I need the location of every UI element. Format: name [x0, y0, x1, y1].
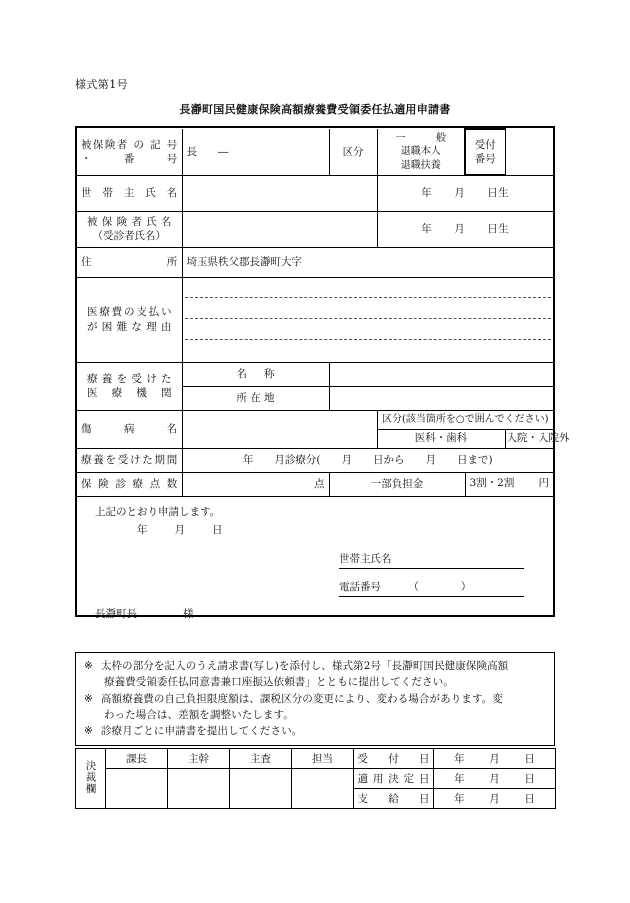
table-row [77, 362, 553, 386]
address-value[interactable]: 埼玉県秩父郡長瀞町大字 [182, 247, 553, 277]
approval-stamp-kacho[interactable] [106, 769, 168, 809]
approval-officer-kacho: 課長 [106, 749, 168, 769]
insured-birth-date[interactable]: 年 月 日生 [377, 211, 553, 247]
notes-box [75, 652, 555, 746]
institution-name-label: 名 称 [182, 362, 329, 386]
institution-label [77, 362, 182, 410]
form-number: 様式第1号 [75, 78, 128, 91]
category-note: 区分(該当箇所を○で囲んでください) [377, 410, 553, 429]
note-item [84, 658, 546, 674]
kubun-option-general[interactable]: 一 般 [395, 132, 446, 144]
reason-value[interactable] [182, 277, 553, 362]
insured-name-label-main: 被 保 険 者 氏 名 [87, 215, 172, 228]
note-item-cont [84, 674, 546, 690]
application-form-table [77, 128, 570, 620]
note-text-line2: 療養費受領委任払同意書兼口座振込依頼書」とともに提出してください。 [104, 676, 454, 689]
application-form-frame [75, 126, 570, 620]
table-row [76, 749, 556, 769]
reason-writing-line [185, 339, 552, 340]
statement-block [77, 496, 553, 620]
note-marker: ※ [84, 725, 93, 738]
receipt-number-value[interactable] [505, 129, 553, 175]
approval-date-value-decision[interactable]: 年 月 日 [434, 769, 556, 789]
approval-stamp-shusa[interactable] [230, 769, 292, 809]
insured-symbol-value[interactable]: 長 ― [182, 129, 329, 175]
reason-label-line2: が困難な理由 [87, 320, 172, 333]
note-text-line1: 高額療養費の自己負担限度額は、課税区分の変更により、変わる場合があります。変 [100, 692, 503, 705]
approval-officer-shukan: 主幹 [168, 749, 230, 769]
copay-unit: 円 [538, 476, 549, 489]
table-row [77, 129, 553, 175]
kubun-option-retired-dependent[interactable]: 退職扶養 [400, 159, 441, 171]
period-label: 療養を受けた期間 [77, 448, 182, 472]
note-item-cont [84, 707, 546, 723]
page-title: 長瀞町国民健康保険高額療養費受領委任払適用申請書 [179, 103, 451, 116]
institution-address-label: 所在地 [182, 386, 329, 410]
note-marker: ※ [84, 692, 93, 705]
table-row [77, 410, 553, 429]
institution-label-line2: 医療機関 [87, 387, 172, 399]
points-unit: 点 [314, 477, 325, 490]
statement-phone[interactable] [339, 580, 471, 594]
note-text-line2: わった場合は、差額を調整いたします。 [104, 708, 294, 721]
disease-label: 傷 病 名 [77, 410, 182, 448]
householder-name-value[interactable] [182, 175, 377, 211]
table-row [77, 448, 553, 472]
note-item [84, 723, 546, 739]
approval-date-value-payment[interactable]: 年 月 日 [434, 789, 556, 809]
copay-label: 一部負担金 [329, 472, 465, 496]
copay-value[interactable] [465, 472, 553, 496]
table-row [77, 277, 553, 362]
note-item [84, 691, 546, 707]
points-value[interactable] [182, 472, 329, 496]
copay-rate[interactable]: 3割・2割 [469, 476, 515, 489]
category-option-inpatient-outpatient[interactable]: 入院・入院外 [505, 429, 553, 448]
table-row [76, 769, 556, 789]
approval-stamp-shukan[interactable] [168, 769, 230, 809]
note-marker: ※ [84, 660, 93, 672]
table-row [77, 496, 553, 615]
disease-value[interactable] [182, 410, 377, 448]
statement-householder-label: 世帯主氏名 [339, 552, 392, 565]
points-label: 保 険 診 療 点 数 [77, 472, 182, 496]
reason-label-line1: 医療費の支払い [87, 306, 172, 319]
table-row [77, 211, 553, 247]
approval-date-label-receipt: 受 付 日 [354, 749, 434, 769]
householder-name-label: 世 帯 主 氏 名 [77, 175, 182, 211]
statement-addressee [95, 607, 194, 621]
institution-name-value[interactable] [329, 362, 553, 386]
approval-officer-tanto: 担当 [292, 749, 354, 769]
approval-date-label-payment: 支 給 日 [354, 789, 434, 809]
statement-line: 上記のとおり申請します。 [95, 505, 221, 518]
householder-birth-date[interactable]: 年 月 日生 [377, 175, 553, 211]
approval-date-value-receipt[interactable]: 年 月 日 [434, 749, 556, 769]
householder-name-rule [339, 568, 524, 569]
phone-label: 電話番号 [339, 580, 381, 593]
reason-writing-line [185, 318, 552, 319]
addressee-name: 長瀞町長 [95, 607, 137, 620]
approval-side-label: 決裁欄 [76, 749, 106, 809]
approval-section [75, 748, 555, 809]
phone-rule [339, 596, 524, 597]
period-value[interactable]: 年 月診療分( 月 日から 月 日まで) [182, 448, 553, 472]
institution-address-value[interactable] [329, 386, 553, 410]
table-row [77, 247, 553, 277]
address-label: 住 所 [77, 247, 182, 277]
insured-name-value[interactable] [182, 211, 377, 247]
table-row [77, 175, 553, 211]
approval-date-label-decision: 適用決定日 [354, 769, 434, 789]
addressee-honorific: 様 [183, 607, 194, 620]
institution-label-line1: 療養を受けた [87, 372, 172, 385]
receipt-number-label-line1: 受付 [474, 138, 496, 151]
note-text-line1: 診療月ごとに申請書を提出してください。 [100, 725, 303, 738]
kubun-label: 区分 [329, 129, 377, 175]
approval-stamp-tanto[interactable] [292, 769, 354, 809]
insured-name-label [77, 211, 182, 247]
category-option-medical-dental[interactable]: 医科・歯科 [377, 429, 505, 448]
table-row [77, 472, 553, 496]
receipt-number-label-line2: 番号 [474, 153, 496, 165]
receipt-number-label [465, 129, 505, 175]
insured-symbol-label: 被保険者 の 記 号 ・ 番 号 [77, 129, 182, 175]
reason-writing-line [185, 297, 552, 298]
approval-officer-shusa: 主査 [230, 749, 292, 769]
insured-name-label-sub: （受診者氏名） [92, 230, 166, 242]
approval-table [75, 748, 556, 809]
note-text-line1: 太枠の部分を記入のうえ請求書(写し)を添付し、様式第2号「長瀞町国民健康保険高額 [100, 660, 509, 672]
kubun-option-retired-self[interactable]: 退職本人 [400, 146, 441, 157]
kubun-options[interactable] [377, 129, 465, 175]
reason-label [77, 277, 182, 362]
phone-value[interactable]: （ ） [408, 580, 472, 593]
statement-date[interactable]: 年 月 日 [137, 523, 225, 536]
